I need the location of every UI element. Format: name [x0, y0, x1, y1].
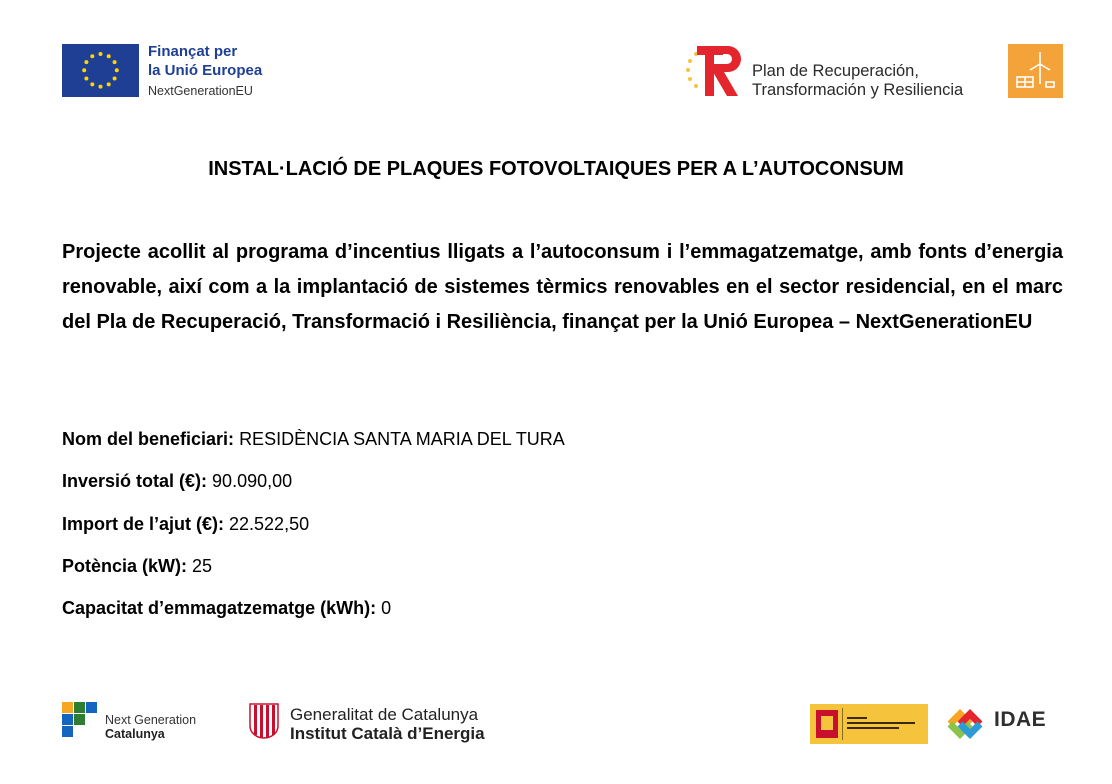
field-label: Nom del beneficiari: [62, 429, 235, 449]
generalitat-emblem [248, 702, 280, 740]
field-value: 0 [381, 598, 392, 618]
gencat-line1: Generalitat de Catalunya [290, 705, 479, 724]
ministerio-logo [810, 704, 928, 744]
wind-solar-icon [1008, 44, 1063, 98]
field-label: Inversió total (€): [62, 471, 208, 491]
idae-mark [936, 704, 992, 744]
generalitat-text [290, 705, 485, 743]
field-total-investment [62, 469, 292, 493]
field-label: Import de l’ajut (€): [62, 514, 224, 534]
document-title: INSTAL·LACIÓ DE PLAQUES FOTOVOLTAIQUES PER A L’AUTOCONSUM [208, 158, 904, 180]
field-power [62, 554, 212, 578]
field-label: Potència (kW): [62, 556, 188, 576]
eu-funding-text [148, 42, 288, 100]
field-grant-amount [62, 512, 309, 536]
field-value: RESIDÈNCIA SANTA MARIA DEL TURA [239, 429, 565, 449]
field-value: 90.090,00 [212, 471, 293, 491]
eu-line2: la Unió Europea [148, 62, 263, 79]
eu-flag-logo [62, 44, 139, 97]
next-generation-catalunya-text [105, 713, 196, 741]
next-generation-catalunya-mark [62, 702, 98, 738]
eu-line1: Finançat per [148, 43, 238, 60]
field-value: 25 [192, 556, 213, 576]
ngc-line2: Catalunya [105, 727, 165, 741]
prtr-text [752, 62, 1002, 100]
prtr-logo-mark [683, 44, 745, 98]
document-intro: Projecte acollit al programa d’incentius lligats a l’autoconsum i l’emmagatzematge, amb fonts d’energia renovable, així com a la implantació de sistemes tèrmics renovables en el sector residencial, en el marc del Pla de Recuperació, Transformació i Resiliència, finançat per la Unió Europea – NextGenerationEU [62, 241, 1063, 333]
field-beneficiary [62, 427, 565, 451]
field-value: 22.522,50 [229, 514, 310, 534]
ngc-line1: Next Generation [105, 713, 197, 727]
prtr-line1: Plan de Recuperación, [752, 62, 919, 80]
idae-text: IDAE [994, 708, 1047, 731]
prtr-line2: Transformación y Resiliencia [752, 81, 964, 99]
field-storage-capacity [62, 596, 391, 620]
gencat-line2: Institut Català d’Energia [290, 724, 485, 743]
eu-line3: NextGenerationEU [148, 84, 253, 98]
field-label: Capacitat d’emmagatzematge (kWh): [62, 598, 377, 618]
